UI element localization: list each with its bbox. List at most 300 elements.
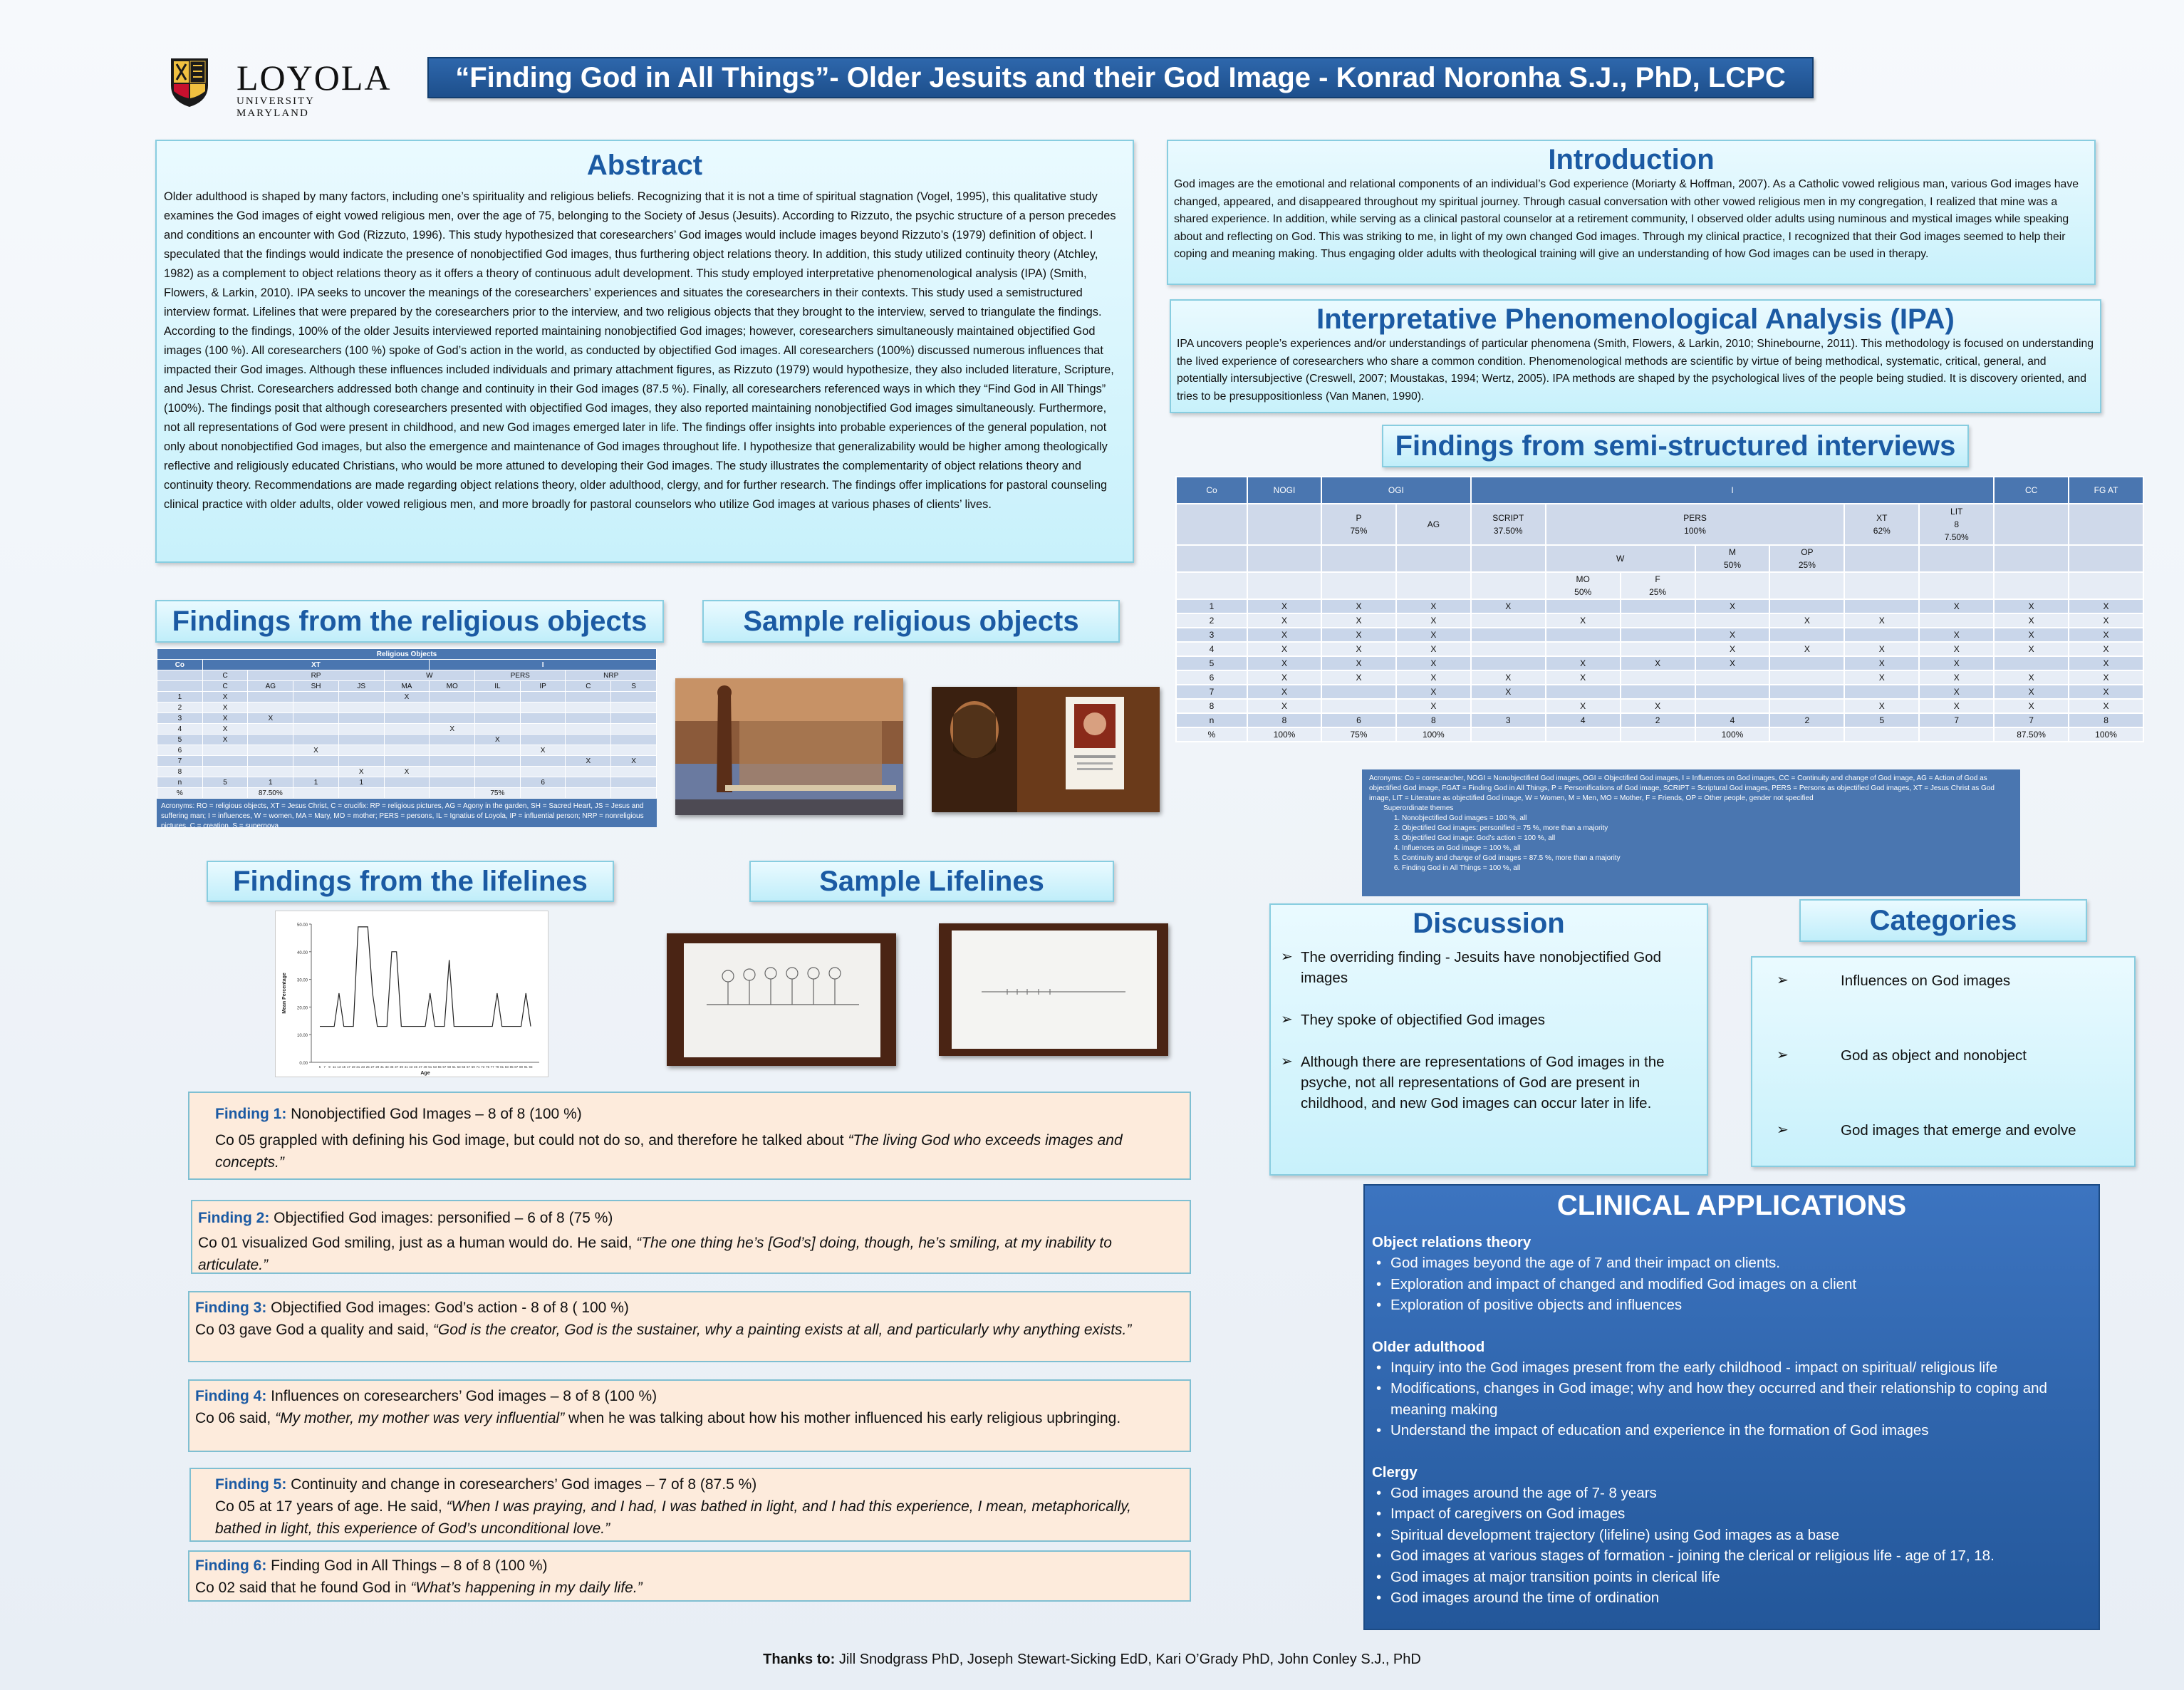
cell: X xyxy=(1396,685,1471,699)
cell: I xyxy=(430,660,657,670)
cell xyxy=(384,735,430,745)
x-tick-label: 33 xyxy=(385,1065,389,1069)
cell xyxy=(384,724,430,735)
x-tick-label: 45 xyxy=(414,1065,418,1069)
cell: X xyxy=(1396,656,1471,670)
cell xyxy=(384,788,430,799)
cell: 3 xyxy=(1471,713,1546,727)
cell xyxy=(1844,685,1919,699)
cell: X xyxy=(1994,699,2069,713)
x-tick-label: 11 xyxy=(332,1065,336,1069)
x-tick-label: 19 xyxy=(351,1065,355,1069)
table-row xyxy=(1176,599,2143,613)
cell: X xyxy=(1546,656,1621,670)
cell: X xyxy=(1471,670,1546,685)
cell: % xyxy=(157,788,203,799)
y-axis-label: Mean Percentage xyxy=(282,973,287,1014)
cell: % xyxy=(1176,727,1247,742)
x-tick-label: 85 xyxy=(509,1065,514,1069)
cell: NOGI xyxy=(1247,477,1321,504)
clinical-item: • God images around the age of 7- 8 years xyxy=(1372,1483,2091,1504)
interview-table xyxy=(1175,476,2144,742)
cell: X xyxy=(202,724,248,735)
clinical-item: • God images around the time of ordination xyxy=(1372,1587,2091,1609)
cell: P xyxy=(1356,513,1362,523)
cell: X xyxy=(1321,628,1396,642)
cell xyxy=(1621,670,1695,685)
themes-title: Superordinate themes xyxy=(1383,804,1454,812)
cell: 7 xyxy=(1176,685,1247,699)
cell xyxy=(566,724,611,735)
table-row xyxy=(157,745,657,756)
cell xyxy=(384,777,430,788)
x-tick-label: 15 xyxy=(342,1065,346,1069)
cell: S xyxy=(611,681,657,692)
ipa-text: IPA uncovers people’s experiences and/or understandings of particular phenomena (Smith, Flowers, & Larkin, 2010; Shinebourne, 2011). This methodology is focused on understanding the lived experience of coresearchers who share a common condition. Phenomenological methods are scientific by virtue of being methodical, systematic, critical, general, and potentially intersubjective (Creswell, 2007; Moustakas, 1994; Wertz, 2005). IPA methods are shaped by the psychological lives of the people being studied. It is discovery oriented, and tries to be presuppositionless (Van Manen, 1990). xyxy=(1177,338,2094,403)
cell: X xyxy=(1919,642,1994,656)
finding-6 xyxy=(188,1550,1191,1602)
cell xyxy=(566,745,611,756)
finding-label: Finding 2 xyxy=(198,1210,265,1226)
cell: X xyxy=(202,692,248,703)
finding-4 xyxy=(188,1379,1191,1452)
cell: X xyxy=(202,713,248,724)
discussion-text: They spoke of objectified God images xyxy=(1301,1012,1545,1028)
cell: 2 xyxy=(157,703,203,713)
cell: X xyxy=(1396,670,1471,685)
cell: X xyxy=(1396,642,1471,656)
x-tick-label: 25 xyxy=(365,1065,370,1069)
x-tick-label: 21 xyxy=(356,1065,360,1069)
cell: X xyxy=(1919,628,1994,642)
cell xyxy=(611,735,657,745)
cell: X xyxy=(1844,613,1919,628)
cell xyxy=(1919,613,1994,628)
cell xyxy=(248,724,293,735)
cell: X xyxy=(475,735,521,745)
introduction-panel xyxy=(1167,140,2096,285)
clinical-section-title: Object relations theory xyxy=(1372,1234,1532,1250)
cell xyxy=(338,724,384,735)
x-tick-label: 39 xyxy=(399,1065,403,1069)
cell xyxy=(430,703,475,713)
cell xyxy=(338,703,384,713)
cell: X xyxy=(1621,656,1695,670)
cell: 50% xyxy=(1723,560,1741,570)
discussion-text: The overriding finding - Jesuits have nonobjectified God images xyxy=(1301,949,1661,986)
cell: 7 xyxy=(157,756,203,767)
finding-quote: “The one thing he’s [God’s] doing, though, he’s smiling, at my inability to articulate.” xyxy=(198,1235,1112,1273)
cell xyxy=(430,745,475,756)
cell xyxy=(566,767,611,777)
cell xyxy=(248,767,293,777)
cell xyxy=(430,777,475,788)
finding-title: Objectified God images: personified – 6 of 8 (75 %) xyxy=(269,1210,613,1226)
cell xyxy=(430,713,475,724)
cell xyxy=(430,788,475,799)
cell xyxy=(475,713,521,724)
cell: PERS xyxy=(475,670,566,681)
arrow-bullet-icon: ➢ xyxy=(1777,973,1789,988)
cell xyxy=(430,756,475,767)
finding-title: Influences on coresearchers’ God images – 8 of 8 (100 %) xyxy=(266,1388,657,1404)
cell: 62% xyxy=(1873,526,1891,536)
cell xyxy=(611,788,657,799)
cell xyxy=(520,735,566,745)
table-row xyxy=(157,788,657,799)
cell: 4 xyxy=(1546,713,1621,727)
clinical-item: • Impact of caregivers on God images xyxy=(1372,1503,2091,1525)
cell xyxy=(611,713,657,724)
finding-quote: “The living God who exceeds images and concepts.” xyxy=(215,1132,1123,1171)
cell xyxy=(1621,628,1695,642)
cell xyxy=(1621,613,1695,628)
x-tick-label: 65 xyxy=(462,1065,466,1069)
table-row xyxy=(157,735,657,745)
categories-heading: Categories xyxy=(1799,899,2087,942)
x-tick-label: 9 xyxy=(328,1065,331,1069)
cell xyxy=(1471,656,1546,670)
categories-panel xyxy=(1751,956,2136,1167)
finding-text: Co 05 at 17 years of age. He said, xyxy=(215,1498,447,1515)
x-tick-label: 59 xyxy=(447,1065,452,1069)
cell: X xyxy=(1844,642,1919,656)
interview-acronyms xyxy=(1362,769,2020,896)
cell xyxy=(520,692,566,703)
cell: X xyxy=(1844,656,1919,670)
clinical-section-title: Clergy xyxy=(1372,1463,1418,1481)
cell xyxy=(202,745,248,756)
cell xyxy=(566,777,611,788)
cell xyxy=(384,745,430,756)
finding-text: Co 06 said, xyxy=(195,1410,276,1426)
finding-sep: : xyxy=(261,1557,267,1574)
cell xyxy=(520,767,566,777)
cell: X xyxy=(1546,699,1621,713)
cell: X xyxy=(1321,613,1396,628)
y-tick-label: 50.00 xyxy=(296,923,308,928)
cell: X xyxy=(1396,599,1471,613)
cell xyxy=(1769,727,1844,742)
cell xyxy=(1769,628,1844,642)
cell: 6 xyxy=(520,777,566,788)
cell: X xyxy=(2069,599,2143,613)
cell: JS xyxy=(338,681,384,692)
y-tick-label: 20.00 xyxy=(296,1006,308,1011)
finding-quote: “My mother, my mother was very influential” xyxy=(275,1410,565,1426)
finding-label: Finding 6 xyxy=(195,1557,262,1574)
cell: 100% xyxy=(1695,727,1770,742)
cell xyxy=(475,703,521,713)
cell xyxy=(384,713,430,724)
cell: 2 xyxy=(1176,613,1247,628)
lifeline-svg xyxy=(276,911,549,1078)
x-tick-label: 61 xyxy=(452,1065,456,1069)
cell xyxy=(566,692,611,703)
x-tick-label: 49 xyxy=(423,1065,427,1069)
table-row xyxy=(157,713,657,724)
cell: X xyxy=(1321,656,1396,670)
cell xyxy=(248,692,293,703)
cell: X xyxy=(1321,599,1396,613)
x-tick-label: 91 xyxy=(524,1065,528,1069)
cell xyxy=(1471,613,1546,628)
category-text: God as object and nonobject xyxy=(1841,1047,2027,1064)
clinical-list xyxy=(1372,1357,2091,1441)
cell: C xyxy=(202,670,248,681)
cell: X xyxy=(1994,642,2069,656)
clinical-section-title: Older adulthood xyxy=(1372,1338,1485,1355)
cell: X xyxy=(611,756,657,767)
cell: X xyxy=(1695,642,1770,656)
cell xyxy=(293,692,339,703)
finding-sep: : xyxy=(281,1106,287,1122)
logo-name: LOYOLA xyxy=(236,58,392,98)
cell xyxy=(611,777,657,788)
x-tick-label: 71 xyxy=(476,1065,480,1069)
cell: 100% xyxy=(1396,727,1471,742)
cell: F xyxy=(1655,574,1660,584)
cell: 4 xyxy=(1695,713,1770,727)
discussion-item xyxy=(1281,1010,1697,1030)
cell xyxy=(384,756,430,767)
cell: RP xyxy=(248,670,384,681)
clinical-item: • God images beyond the age of 7 and their impact on clients. xyxy=(1372,1253,2091,1274)
cell: MA xyxy=(384,681,430,692)
arrow-bullet-icon: ➢ xyxy=(1281,949,1293,965)
x-tick-label: 77 xyxy=(490,1065,494,1069)
x-tick-label: 31 xyxy=(380,1065,384,1069)
themes-list xyxy=(1369,814,2013,873)
x-tick-label: 69 xyxy=(471,1065,475,1069)
cell: X xyxy=(1769,613,1844,628)
finding-2 xyxy=(191,1200,1191,1274)
cell xyxy=(1769,670,1844,685)
cell: C xyxy=(566,681,611,692)
table-row xyxy=(1176,699,2143,713)
cell: X xyxy=(1769,642,1844,656)
finding-title: Finding God in All Things – 8 of 8 (100 %) xyxy=(266,1557,548,1574)
cell: 25% xyxy=(1649,587,1667,597)
cell: 3 xyxy=(157,713,203,724)
cell xyxy=(338,756,384,767)
table-row xyxy=(1176,685,2143,699)
cell xyxy=(566,735,611,745)
cell: X xyxy=(2069,613,2143,628)
finding-sep: : xyxy=(281,1476,287,1493)
cell: XT xyxy=(202,660,430,670)
cell xyxy=(1769,685,1844,699)
table-row xyxy=(1176,727,2143,742)
cell: X xyxy=(338,767,384,777)
cell: LIT xyxy=(1950,507,1963,517)
cell: X xyxy=(1247,656,1321,670)
cell: IL xyxy=(475,681,521,692)
cell: C xyxy=(202,681,248,692)
cell: n xyxy=(157,777,203,788)
x-tick-label: 7 xyxy=(323,1065,326,1069)
cell xyxy=(475,767,521,777)
y-tick-label: 30.00 xyxy=(296,978,308,983)
cell: 8 xyxy=(2069,713,2143,727)
ro-acronyms: Acronyms: RO = religious objects, XT = Jesus Christ, C = crucifix: RP = religious pictures, AG = Agony in the garden, SH = Sacred Heart, JS = Jesus and suffering man; I = influences, W = women, MA = Mary, MO = mother; PERS = persons, IL = Ignatius of Loyola, IP = influential person; NRP = nonreligious pictures, C = creation, S = supernova xyxy=(157,799,657,827)
clinical-list xyxy=(1372,1483,2091,1609)
finding-text: Co 05 grappled with defining his God image, but could not do so, and therefore he talked about xyxy=(215,1132,848,1149)
cell: X xyxy=(1994,613,2069,628)
cell: FG AT xyxy=(2069,477,2143,504)
cell xyxy=(1844,599,1919,613)
cell xyxy=(520,788,566,799)
finding-title: Nonobjectified God Images – 8 of 8 (100 %) xyxy=(286,1106,582,1122)
religious-object-photo-2 xyxy=(932,687,1160,812)
x-tick-label: 93 xyxy=(529,1065,533,1069)
cell: 7.50% xyxy=(1944,532,1969,542)
cell xyxy=(1321,699,1396,713)
acronyms-text: Acronyms: Co = coresearcher, NOGI = Nonobjectified God images, OGI = Objectified God images, I = Influences on God images, CC = Continuity and change of God image, AG = Action of God as objectified God image, FGAT = Finding God in All Things, P = Personifications of God image, SCRIPT = Scriptural God images, PERS = Persons as objectified God images, XT = Jesus Christ as God image, LIT = Literature as objectified God image, W = Women, M = Men, MO = Mother, F = Friends, OP = Other people, gender not specified xyxy=(1369,774,1995,802)
cell: X xyxy=(202,735,248,745)
finding-label: Finding 1 xyxy=(215,1106,282,1122)
religious-objects-table xyxy=(157,648,657,830)
cell: 5 xyxy=(157,735,203,745)
cell: n xyxy=(1176,713,1247,727)
cell: Co xyxy=(1176,477,1247,504)
clinical-item: • Understand the impact of education and experience in the formation of God images xyxy=(1372,1420,2091,1441)
discussion-panel xyxy=(1269,903,1708,1176)
lifeline-chart xyxy=(275,911,548,1077)
cell: X xyxy=(384,767,430,777)
cell: X xyxy=(1695,599,1770,613)
cell: X xyxy=(1994,685,2069,699)
cell: W xyxy=(384,670,474,681)
discussion-item xyxy=(1281,947,1697,988)
cell: X xyxy=(2069,642,2143,656)
abstract-heading: Abstract xyxy=(586,150,703,181)
finding-title: Continuity and change in coresearchers’ God images – 7 of 8 (87.5 %) xyxy=(286,1476,757,1493)
cell xyxy=(611,767,657,777)
cell: CC xyxy=(1994,477,2069,504)
arrow-bullet-icon: ➢ xyxy=(1281,1054,1293,1069)
x-tick-label: 83 xyxy=(504,1065,509,1069)
cell: X xyxy=(202,703,248,713)
cell xyxy=(1769,656,1844,670)
cell: X xyxy=(566,756,611,767)
cell xyxy=(1769,699,1844,713)
cell: 100% xyxy=(2069,727,2143,742)
x-tick-label: 51 xyxy=(428,1065,432,1069)
category-item xyxy=(1752,1120,2134,1141)
y-tick-label: 40.00 xyxy=(296,950,308,955)
cell xyxy=(611,703,657,713)
table-row xyxy=(157,703,657,713)
cell: 8 xyxy=(157,767,203,777)
cell: X xyxy=(293,745,339,756)
cell: 8 xyxy=(1247,713,1321,727)
theme-item: 6. Finding God in All Things = 100 %, all xyxy=(1402,864,2013,873)
finding-text: Co 03 gave God a quality and said, xyxy=(195,1322,433,1338)
cell xyxy=(1844,628,1919,642)
abstract-panel xyxy=(155,140,1134,563)
cell: X xyxy=(1247,613,1321,628)
cell: X xyxy=(1695,628,1770,642)
finding-sep: : xyxy=(261,1300,267,1316)
categories-list xyxy=(1752,970,2134,1141)
cell xyxy=(430,767,475,777)
cell: X xyxy=(2069,699,2143,713)
cell xyxy=(338,788,384,799)
clinical-item: • God images at major transition points in clerical life xyxy=(1372,1567,2091,1588)
cell xyxy=(293,703,339,713)
cell: SCRIPT xyxy=(1492,513,1524,523)
x-tick-label: 75 xyxy=(485,1065,489,1069)
x-tick-label: 43 xyxy=(409,1065,413,1069)
cell: 8 xyxy=(1176,699,1247,713)
x-tick-label: 29 xyxy=(375,1065,380,1069)
cell: 6 xyxy=(1321,713,1396,727)
cell: 3 xyxy=(1176,628,1247,642)
cell: 5 xyxy=(1176,656,1247,670)
cell xyxy=(202,767,248,777)
cell xyxy=(475,692,521,703)
cell xyxy=(248,703,293,713)
x-tick-label: 23 xyxy=(361,1065,365,1069)
thanks-line xyxy=(0,1652,2184,1668)
cell: X xyxy=(1247,642,1321,656)
cell: X xyxy=(520,745,566,756)
cell: X xyxy=(1247,628,1321,642)
cell xyxy=(384,703,430,713)
table-row xyxy=(157,724,657,735)
lifeline-series xyxy=(320,927,531,1027)
cell: X xyxy=(1994,599,2069,613)
sample-lifelines-heading: Sample Lifelines xyxy=(749,861,1114,902)
cell: 2 xyxy=(1621,713,1695,727)
discussion-heading: Discussion xyxy=(1413,908,1565,939)
cell: AG xyxy=(248,681,293,692)
theme-item: 5. Continuity and change of God images = 87.5 %, more than a majority xyxy=(1402,854,2013,864)
x-tick-label: 5 xyxy=(318,1065,321,1069)
clinical-item: • Inquiry into the God images present from the early childhood - impact on spiritual/ religious life xyxy=(1372,1357,2091,1379)
x-tick-label: 89 xyxy=(519,1065,524,1069)
cell: X xyxy=(1621,699,1695,713)
cell: NRP xyxy=(566,670,657,681)
x-tick-label: 53 xyxy=(432,1065,437,1069)
loyola-logo xyxy=(170,57,392,119)
cell xyxy=(566,713,611,724)
cell xyxy=(157,681,203,692)
cell xyxy=(1546,685,1621,699)
table-row xyxy=(1176,713,2143,727)
cell: I xyxy=(1471,477,1994,504)
cell: X xyxy=(1396,628,1471,642)
cell xyxy=(1844,727,1919,742)
table-row xyxy=(1176,670,2143,685)
cell: 6 xyxy=(157,745,203,756)
table-row xyxy=(1176,642,2143,656)
cell: X xyxy=(1247,670,1321,685)
x-tick-label: 47 xyxy=(418,1065,422,1069)
cell: 1 xyxy=(338,777,384,788)
cell: 6 xyxy=(1176,670,1247,685)
cell xyxy=(520,756,566,767)
finding-quote: “When I was praying, and I had, I was bathed in light, and I had this experience, I mean, metaphorically, bathed in light, this experience of God’s unconditional love.” xyxy=(215,1498,1132,1537)
cell: 87.50% xyxy=(1994,727,2069,742)
cell xyxy=(430,692,475,703)
x-tick-label: 55 xyxy=(437,1065,442,1069)
cell: 7 xyxy=(1919,713,1994,727)
finding-label: Finding 5 xyxy=(215,1476,282,1493)
cell: X xyxy=(1994,628,2069,642)
clinical-applications-panel xyxy=(1363,1184,2100,1630)
